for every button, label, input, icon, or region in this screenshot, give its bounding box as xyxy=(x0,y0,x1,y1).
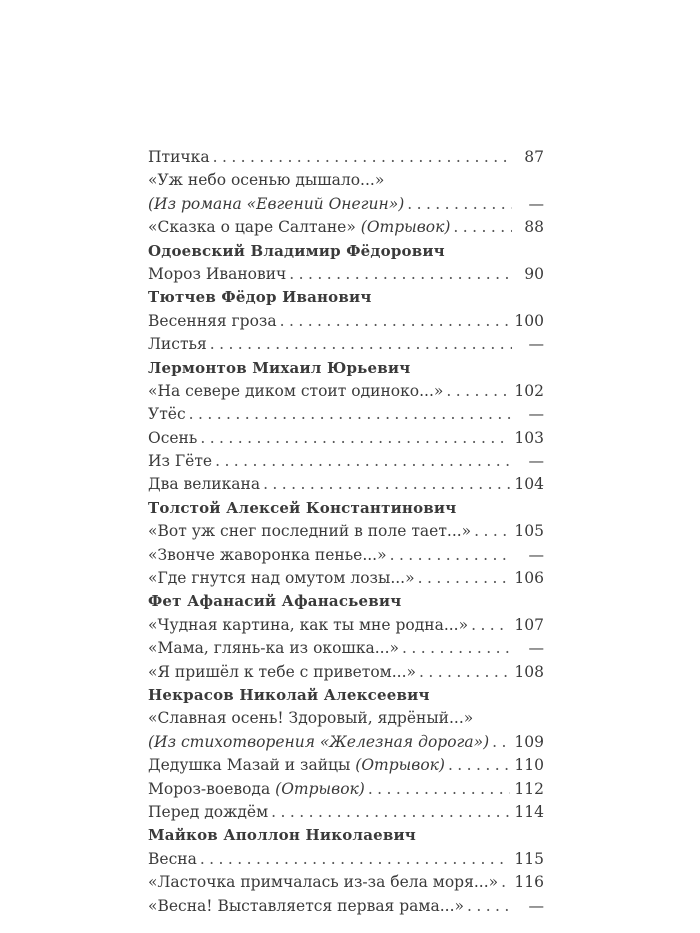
toc-entry xyxy=(148,193,544,216)
toc-entry xyxy=(148,333,544,356)
author-name: Лермонтов Михаил Юрьевич xyxy=(148,358,411,377)
toc-entry xyxy=(148,801,544,824)
entry-title xyxy=(148,146,210,169)
leader-dots xyxy=(407,193,512,216)
toc-entry xyxy=(148,848,544,871)
page-number: 103 xyxy=(514,428,544,447)
leader-dots xyxy=(418,567,511,590)
toc-entry xyxy=(148,380,544,403)
toc-entry xyxy=(148,707,544,730)
page-number: — xyxy=(528,639,544,658)
entry-title xyxy=(148,333,207,356)
page-number: 110 xyxy=(514,756,544,775)
leader-dots xyxy=(419,661,510,684)
leader-dots xyxy=(448,754,510,777)
author-name: Фет Афанасий Афанасьевич xyxy=(148,592,402,611)
toc-entry xyxy=(148,427,544,450)
entry-title-text: «Весна! Выставляется первая рама...» xyxy=(148,896,464,915)
leader-dots xyxy=(467,895,512,918)
entry-title xyxy=(148,567,415,590)
entry-title xyxy=(148,310,277,333)
toc-author-heading xyxy=(148,497,544,520)
page-number: 116 xyxy=(514,873,544,892)
leader-dots xyxy=(200,427,510,450)
entry-title xyxy=(148,216,450,239)
toc-entry xyxy=(148,450,544,473)
page-number: — xyxy=(528,405,544,424)
toc-entry xyxy=(148,146,544,169)
toc-entry xyxy=(148,871,544,894)
page-number: 109 xyxy=(514,732,544,751)
page-number: 104 xyxy=(514,475,544,494)
toc-entry xyxy=(148,169,544,192)
leader-dots xyxy=(200,848,511,871)
toc-entry xyxy=(148,895,544,918)
entry-note-italic: (Отрывок) xyxy=(360,218,451,237)
entry-title-text: Птичка xyxy=(148,148,210,166)
entry-note-italic: (Отрывок) xyxy=(275,779,365,798)
entry-title xyxy=(148,614,468,637)
leader-dots xyxy=(189,403,512,426)
leader-dots xyxy=(471,614,510,637)
entry-note-italic: (Отрывок) xyxy=(355,756,445,775)
leader-dots xyxy=(271,801,510,824)
page-number: — xyxy=(528,896,544,915)
page-number: 88 xyxy=(524,218,544,237)
page-number: 90 xyxy=(524,264,544,283)
entry-title-text: «Звонче жаворонка пенье...» xyxy=(148,545,387,564)
leader-dots xyxy=(280,310,511,333)
entry-title xyxy=(148,450,212,473)
toc-entry xyxy=(148,614,544,637)
entry-title xyxy=(148,848,197,871)
toc-author-heading xyxy=(148,590,544,613)
entry-title-text: «Уж небо осенью дышало...» xyxy=(148,171,385,190)
author-name: Толстой Алексей Константинович xyxy=(148,498,457,517)
entry-title-text: Осень xyxy=(148,428,198,447)
page-number: 102 xyxy=(514,381,544,400)
leader-dots xyxy=(446,380,510,403)
author-name: Тютчев Фёдор Иванович xyxy=(148,288,372,307)
entry-title xyxy=(148,801,268,824)
entry-title xyxy=(148,169,384,192)
page-number: — xyxy=(528,452,544,471)
entry-title-text: Дедушка Мазай и зайцы xyxy=(148,756,351,775)
entry-title-text: Весенняя гроза xyxy=(148,311,277,330)
entry-title xyxy=(148,193,404,216)
page-number: 112 xyxy=(514,779,544,798)
page-number: 105 xyxy=(514,522,544,541)
toc-entry xyxy=(148,778,544,801)
entry-title-text: «Вот уж снег последний в поле тает...» xyxy=(148,522,472,541)
entry-title-text: «Мама, глянь-ка из окошка...» xyxy=(148,639,400,658)
author-name: Майков Аполлон Николаевич xyxy=(148,826,416,845)
entry-title-text: «Славная осень! Здоровый, ядрёный...» xyxy=(148,709,474,728)
leader-dots xyxy=(492,731,510,754)
entry-title xyxy=(148,661,416,684)
toc-entry xyxy=(148,216,544,239)
entry-title-text: «Ласточка примчалась из-за бела моря...» xyxy=(148,873,499,892)
leader-dots xyxy=(263,473,510,496)
toc-author-heading xyxy=(148,684,544,707)
entry-title-text: Листья xyxy=(148,335,207,354)
entry-title xyxy=(148,427,197,450)
entry-title-text: «Чудная картина, как ты мне родна...» xyxy=(148,615,469,634)
leader-dots xyxy=(215,450,512,473)
toc-entry xyxy=(148,263,544,286)
entry-title-text: «На севере диком стоит одиноко...» xyxy=(148,381,444,400)
page-number: — xyxy=(528,194,544,213)
entry-title xyxy=(148,754,445,777)
toc-entry xyxy=(148,473,544,496)
toc-author-heading xyxy=(148,824,544,847)
entry-title xyxy=(148,731,489,754)
entry-title-text: Перед дождём xyxy=(148,802,269,821)
entry-title xyxy=(148,895,464,918)
toc-entry xyxy=(148,661,544,684)
entry-title xyxy=(148,544,387,567)
entry-title-text: Мороз Иванович xyxy=(148,264,287,283)
page-number: — xyxy=(528,335,544,354)
page-number: 106 xyxy=(514,569,544,588)
toc-entry xyxy=(148,520,544,543)
entry-title-text: Два великана xyxy=(148,475,261,494)
leader-dots xyxy=(402,637,512,660)
entry-title-text: Мороз-воевода xyxy=(148,779,271,798)
table-of-contents xyxy=(148,146,544,918)
entry-title xyxy=(148,380,443,403)
toc-entry xyxy=(148,403,544,426)
toc-author-heading xyxy=(148,240,544,263)
entry-title xyxy=(148,778,365,801)
entry-note-italic: (Из романа «Евгений Онегин») xyxy=(148,194,405,213)
leader-dots xyxy=(210,333,512,356)
entry-title-text: «Где гнутся над омутом лозы...» xyxy=(148,569,415,588)
page-number: 107 xyxy=(514,615,544,634)
toc-entry xyxy=(148,544,544,567)
leader-dots xyxy=(368,778,511,801)
author-name: Некрасов Николай Алексеевич xyxy=(148,685,430,704)
page-number: 100 xyxy=(514,311,544,330)
toc-entry xyxy=(148,637,544,660)
leader-dots xyxy=(213,146,512,169)
toc-entry xyxy=(148,731,544,754)
toc-entry xyxy=(148,754,544,777)
entry-title xyxy=(148,637,399,660)
entry-title-text: Утёс xyxy=(148,405,186,424)
entry-title xyxy=(148,871,498,894)
author-name: Одоевский Владимир Фёдорович xyxy=(148,241,445,260)
leader-dots xyxy=(453,216,512,239)
entry-title-text: Весна xyxy=(148,849,197,868)
entry-note-italic: (Из стихотворения «Железная дорога») xyxy=(148,732,490,751)
entry-title xyxy=(148,473,260,496)
toc-author-heading xyxy=(148,357,544,380)
entry-title xyxy=(148,403,186,426)
toc-author-heading xyxy=(148,286,544,309)
toc-entry xyxy=(148,310,544,333)
entry-title-text: «Я пришёл к тебе с приветом...» xyxy=(148,662,416,681)
page-number: 114 xyxy=(514,802,544,821)
leader-dots xyxy=(390,544,512,567)
leader-dots xyxy=(289,263,512,286)
leader-dots xyxy=(501,871,510,894)
entry-title-text: «Сказка о царе Салтане» xyxy=(148,218,356,237)
entry-title xyxy=(148,520,471,543)
toc-entry xyxy=(148,567,544,590)
page-number: 108 xyxy=(514,662,544,681)
entry-title xyxy=(148,707,473,730)
page-number: — xyxy=(528,545,544,564)
entry-title-text: Из Гёте xyxy=(148,452,213,471)
page-number: 115 xyxy=(514,849,544,868)
entry-title xyxy=(148,263,286,286)
leader-dots xyxy=(474,520,510,543)
page-number: 87 xyxy=(524,148,544,166)
